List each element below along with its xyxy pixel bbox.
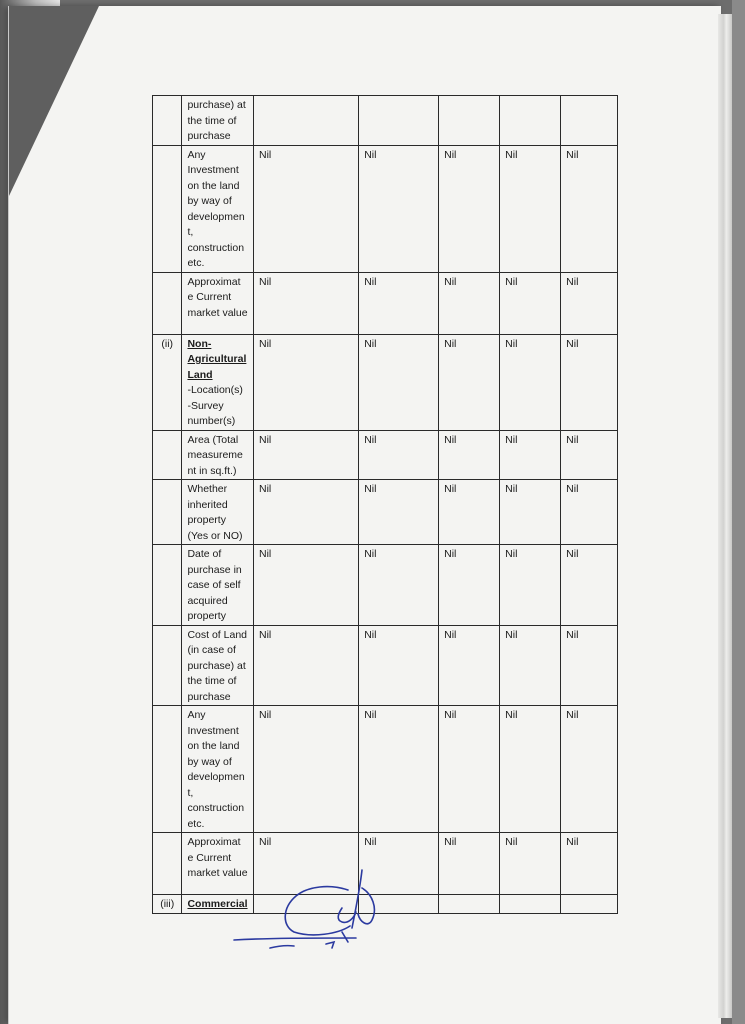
row-index-cell (153, 430, 182, 480)
value-cell: Nil (500, 625, 561, 706)
value-cell: Nil (500, 145, 561, 272)
item-description: Date of purchase in case of self acquired property (187, 548, 242, 622)
value-cell: Nil (359, 480, 439, 545)
value-cell: Nil (253, 706, 358, 833)
value-cell: Nil (500, 706, 561, 833)
section-heading: Non-Agricultural Land (187, 337, 247, 381)
row-index-cell (153, 96, 182, 146)
row-index-cell (153, 545, 182, 626)
table-body (153, 96, 618, 914)
value-cell: Nil (439, 625, 500, 706)
item-description-cell (182, 96, 254, 146)
table-row (153, 96, 618, 146)
value-cell: Nil (253, 480, 358, 545)
value-cell: Nil (253, 545, 358, 626)
value-cell: Nil (500, 334, 561, 430)
value-cell: Nil (359, 625, 439, 706)
value-cell: Nil (359, 833, 439, 895)
row-index-cell (153, 706, 182, 833)
value-cell: Nil (253, 625, 358, 706)
value-cell: Nil (439, 833, 500, 895)
table-row (153, 145, 618, 272)
value-cell: Nil (439, 545, 500, 626)
item-description: purchase) at the time of purchase (187, 99, 246, 142)
row-index-cell (153, 480, 182, 545)
item-description: Approximat e Current market value (187, 275, 248, 319)
item-description-cell (182, 625, 254, 706)
value-cell: Nil (359, 272, 439, 334)
value-cell: Nil (253, 833, 358, 895)
value-cell: Nil (439, 272, 500, 334)
section-heading: Commercial (187, 898, 248, 910)
value-cell: Nil (359, 145, 439, 272)
item-description: Whether inherited property (Yes or NO) (187, 483, 243, 542)
page-fold-corner (9, 6, 99, 196)
value-cell: Nil (561, 430, 618, 480)
table-row (153, 480, 618, 545)
value-cell: Nil (439, 430, 500, 480)
value-cell: Nil (253, 145, 358, 272)
item-description: Any Investment on the land by way of developmen t, construction etc. (187, 148, 245, 269)
value-cell: Nil (439, 480, 500, 545)
value-cell: Nil (359, 430, 439, 480)
value-cell: Nil (561, 272, 618, 334)
value-cell (561, 96, 618, 146)
value-cell: Nil (500, 480, 561, 545)
value-cell (439, 895, 500, 914)
asset-disclosure-table (152, 95, 618, 914)
item-description-cell (182, 145, 254, 272)
row-index-cell (153, 833, 182, 895)
value-cell (253, 96, 358, 146)
value-cell: Nil (561, 833, 618, 895)
value-cell: Nil (359, 706, 439, 833)
value-cell: Nil (439, 145, 500, 272)
row-index-cell: (ii) (153, 334, 182, 430)
value-cell (359, 96, 439, 146)
table-row (153, 706, 618, 833)
row-index-cell: (iii) (153, 895, 182, 914)
value-cell: Nil (253, 272, 358, 334)
value-cell: Nil (561, 545, 618, 626)
value-cell (500, 96, 561, 146)
table-row (153, 334, 618, 430)
handwritten-signature (230, 868, 390, 953)
table-row (153, 545, 618, 626)
value-cell: Nil (561, 625, 618, 706)
table-row (153, 625, 618, 706)
item-description: Cost of Land (in case of purchase) at the time of purchase (187, 628, 247, 703)
value-cell: Nil (500, 272, 561, 334)
value-cell: Nil (359, 334, 439, 430)
value-cell (561, 895, 618, 914)
value-cell: Nil (500, 545, 561, 626)
value-cell: Nil (500, 833, 561, 895)
table-row (153, 272, 618, 334)
item-description-cell (182, 272, 254, 334)
value-cell: Nil (253, 430, 358, 480)
item-description-cell (182, 430, 254, 480)
page-stack-edge (718, 14, 732, 1018)
value-cell (439, 96, 500, 146)
value-cell: Nil (561, 480, 618, 545)
item-description: -Location(s) -Survey number(s) (187, 384, 243, 427)
value-cell: Nil (561, 334, 618, 430)
value-cell: Nil (439, 706, 500, 833)
scan-background-right (732, 0, 745, 1024)
row-index-cell (153, 272, 182, 334)
table-row (153, 430, 618, 480)
item-description-cell (182, 480, 254, 545)
value-cell: Nil (561, 706, 618, 833)
item-description: Any Investment on the land by way of developmen t, construction etc. (187, 709, 245, 830)
value-cell: Nil (500, 430, 561, 480)
value-cell: Nil (439, 334, 500, 430)
item-description-cell (182, 334, 254, 430)
value-cell (500, 895, 561, 914)
value-cell: Nil (359, 545, 439, 626)
item-description-cell (182, 706, 254, 833)
row-index-cell (153, 625, 182, 706)
item-description: Area (Total measureme nt in sq.ft.) (187, 433, 243, 477)
row-index-cell (153, 145, 182, 272)
item-description: Approximat e Current market value (187, 836, 248, 879)
value-cell: Nil (253, 334, 358, 430)
item-description-cell (182, 545, 254, 626)
value-cell: Nil (561, 145, 618, 272)
